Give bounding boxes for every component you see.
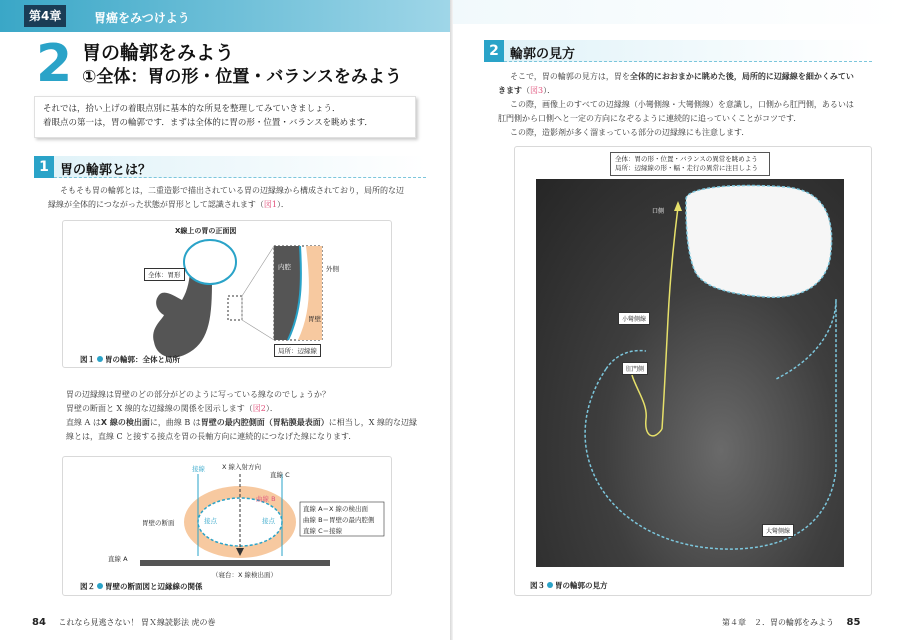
fundus-bubble	[184, 240, 236, 284]
text-line	[498, 84, 878, 98]
label-local: 局所：辺縁線	[274, 344, 321, 357]
label-greater-curve: 大彎側線	[762, 524, 794, 537]
xray-image	[536, 179, 844, 567]
caption-text: 胃壁の断面図と辺縁線の関係	[105, 582, 203, 591]
text-line: 胃の辺縁線は胃壁のどの部分がどのように写っている線なのでしょうか？	[66, 390, 330, 399]
text-bold: 胃壁の最内腔側面（胃粘膜最表面）	[200, 418, 329, 427]
caption-text: 胃の輪郭：全体と局所	[105, 355, 180, 364]
stomach-front-diagram	[62, 220, 392, 368]
section-title-line1: 胃の輪郭をみよう	[82, 42, 235, 64]
figure-2-caption	[80, 581, 203, 592]
figure-1-title: X線上の胃の正面図	[175, 227, 237, 235]
trace-arrow-head	[674, 201, 682, 211]
subsection-title: 胃の輪郭とは？	[60, 163, 152, 178]
label-lumen: 内腔	[278, 263, 291, 271]
chapter-label: 第4章	[24, 5, 66, 27]
page-number: 84	[32, 617, 46, 628]
bullet-dot-icon	[97, 356, 103, 362]
label-xray-direction: X 線入射方向	[222, 463, 262, 471]
subsection-number: 2	[484, 40, 504, 62]
text-line: この際，造影剤が多く溜まっている部分の辺縁線にも注意します．	[510, 128, 750, 137]
antrum-trace	[632, 375, 662, 436]
text-span: ）．	[265, 404, 278, 413]
text-span: 胃壁の断面と X 線的な辺縁線の関係を図示します（	[66, 404, 253, 413]
label-contact-left: 接点	[204, 517, 217, 525]
text-span: そこで，胃の輪郭の見方は，胃を	[510, 72, 630, 81]
page-gutter	[450, 0, 453, 640]
caption-number: 図２	[80, 582, 95, 591]
zoom-marker	[228, 296, 242, 320]
chapter-header-band	[0, 0, 450, 32]
text-span: ）．	[543, 86, 556, 95]
figure-3-caption	[530, 580, 608, 591]
bullet-dot-icon	[547, 582, 553, 588]
intro-line: 着眼点の第一は，胃の輪郭です．まずは全体的に胃の形・位置・バランスを眺めます．	[43, 118, 373, 128]
note-line-local: 局所：辺縁線の形・幅・走行の異常に注目しよう	[615, 164, 758, 172]
paragraph	[498, 70, 878, 140]
label-oral: 口側	[652, 208, 665, 215]
paragraph	[48, 184, 428, 212]
lesser-curve-trace	[662, 207, 678, 429]
text-bold: X 線の検出面	[100, 418, 150, 427]
section-number: 2	[36, 34, 73, 94]
label-tangent: 接線	[192, 465, 205, 473]
intro-box	[34, 96, 416, 138]
text-line	[48, 198, 428, 212]
figure-1-caption	[80, 354, 180, 365]
note-box	[610, 152, 770, 176]
caption-number: 図１	[80, 355, 95, 364]
text-line: 肛門側から口側へと一定の方向になぞるように連続的に追っていくことがコツです．	[498, 114, 802, 123]
page-number: 85	[846, 617, 861, 628]
greater-curve-outline	[585, 299, 836, 549]
text-bold: 全体的におおまかに眺めた後，局所的に辺縁線を細かくみてい	[629, 72, 854, 81]
text-line: 線とは，直線 C と接する接点を胃の長軸方向に連続的につなげた線になります．	[66, 432, 357, 441]
footer-title: これなら見逃さない！ 胃Ｘ線読影法 虎の巻	[58, 618, 216, 627]
figure-reference[interactable]: 図1	[263, 200, 277, 209]
text-span: に相当し，X 線的な辺縁	[328, 418, 418, 427]
text-line: そもそも胃の輪郭とは，二重造影で描出されている胃の辺縁線から構成されており，局所的な辺	[60, 186, 404, 195]
text-span: 縁線が全体的につながった状態が胃形として認識されます（	[48, 200, 264, 209]
text-span: 直線 A は	[66, 418, 101, 427]
caption-number: 図３	[530, 581, 545, 590]
bullet-dot-icon	[97, 583, 103, 589]
label-curve-b: 曲線 B	[256, 495, 276, 503]
right-footer	[722, 617, 860, 628]
contrast-pool	[686, 186, 832, 298]
legend-curve-b: 曲線 B＝胃壁の最内腔側	[303, 516, 375, 524]
zoom-lines	[242, 246, 274, 340]
label-whole: 全体：胃形	[144, 268, 185, 281]
text-line	[498, 70, 878, 84]
text-span: （	[522, 86, 530, 95]
figure-reference[interactable]: 図3	[530, 86, 544, 95]
text-span: に，曲線 B は	[149, 418, 201, 427]
label-lesser-curve: 小彎側線	[618, 312, 650, 325]
subsection-number: 1	[34, 156, 54, 178]
left-footer	[32, 617, 216, 628]
label-wall: 胃壁	[308, 315, 321, 323]
chapter-title: 胃癌をみつけよう	[94, 11, 190, 25]
subsection-title: 輪郭の見方	[510, 47, 576, 62]
label-table: （寝台：X 線検出面）	[212, 571, 278, 579]
label-line-a: 直線 A	[108, 555, 128, 563]
caption-text: 胃の輪郭の見方	[555, 581, 608, 590]
label-outside: 外側	[326, 265, 339, 273]
text-span: ）．	[276, 200, 289, 209]
right-header-band	[453, 0, 903, 24]
intro-line: それでは，拾い上げの着眼点別に基本的な所見を整理してみていきましょう．	[43, 104, 341, 114]
text-bold: きます	[498, 86, 522, 95]
line-a-table	[140, 560, 330, 566]
xray-overlay	[536, 179, 844, 567]
subsection-header	[34, 156, 426, 178]
label-contact-right: 接点	[262, 517, 275, 525]
note-line-whole: 全体：胃の形・位置・バランスの異常を眺めよう	[615, 155, 758, 163]
label-section: 胃壁の断面	[142, 519, 175, 527]
legend-line-c: 直線 C＝接線	[303, 527, 343, 535]
legend-line-a: 直線 A＝X 線の検出面	[303, 505, 369, 513]
text-line	[66, 402, 436, 416]
text-line: この際，画像上のすべての辺縁線（小彎側線・大彎側線）を意識し，口側から肛門側，あるいは	[510, 100, 854, 109]
figure-reference[interactable]: 図2	[252, 404, 266, 413]
text-line	[66, 416, 436, 430]
paragraph	[66, 388, 436, 444]
section-title-line2: ①全体：胃の形・位置・バランスをみよう	[82, 67, 402, 87]
label-line-c: 直線 C	[270, 471, 290, 479]
label-anal: 肛門側	[622, 362, 648, 375]
footer-chapter: 第４章 ２．胃の輪郭をみよう	[722, 618, 834, 627]
subsection-header	[484, 40, 872, 62]
